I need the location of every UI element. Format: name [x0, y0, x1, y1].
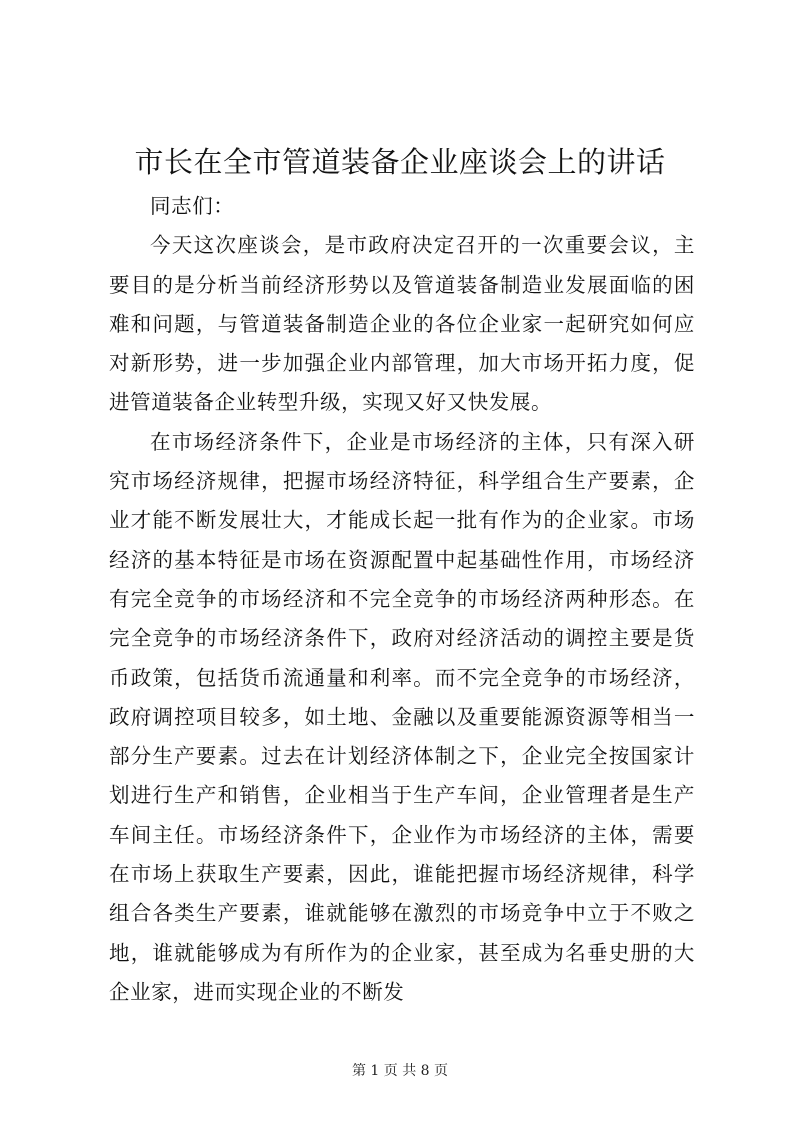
paragraph-1: 今天这次座谈会，是市政府决定召开的一次重要会议，主要目的是分析当前经济形势以及管道装备制造业发展面临的困难和问题，与管道装备制造企业的各位企业家一起研究如何应对新形势，进一步加强企业内部管理，加大市场开拓力度，促进管道装备企业转型升级，实现又好又快发展。	[109, 233, 695, 415]
document-body	[109, 187, 695, 1012]
document-title: 市长在全市管道装备企业座谈会上的讲话	[134, 145, 666, 179]
page-number-footer: 第 1 页 共 8 页	[351, 1063, 449, 1079]
paragraph-2: 在市场经济条件下，企业是市场经济的主体，只有深入研究市场经济规律，把握市场经济特征，科学组合生产要素，企业才能不断发展壮大，才能成长起一批有作为的企业家。市场经济的基本特征是市场在资源配置中起基础性作用，市场经济有完全竞争的市场经济和不完全竞争的市场经济两种形态。在完全竞争的市场经济条件下，政府对经济活动的调控主要是货币政策，包括货币流通量和利率。而不完全竞争的市场经济，政府调控项目较多，如土地、金融以及重要能源资源等相当一部分生产要素。过去在计划经济体制之下，企业完全按国家计划进行生产和销售，企业相当于生产车间，企业管理者是生产车间主任。市场经济条件下，企业作为市场经济的主体，需要在市场上获取生产要素，因此，谁能把握市场经济规律，科学组合各类生产要素，谁就能够在激烈的市场竞争中立于不败之地，谁就能够成为有所作为的企业家，甚至成为名垂史册的大企业家，进而实现企业的不断发	[109, 429, 695, 1004]
greeting: 同志们：	[150, 194, 235, 218]
